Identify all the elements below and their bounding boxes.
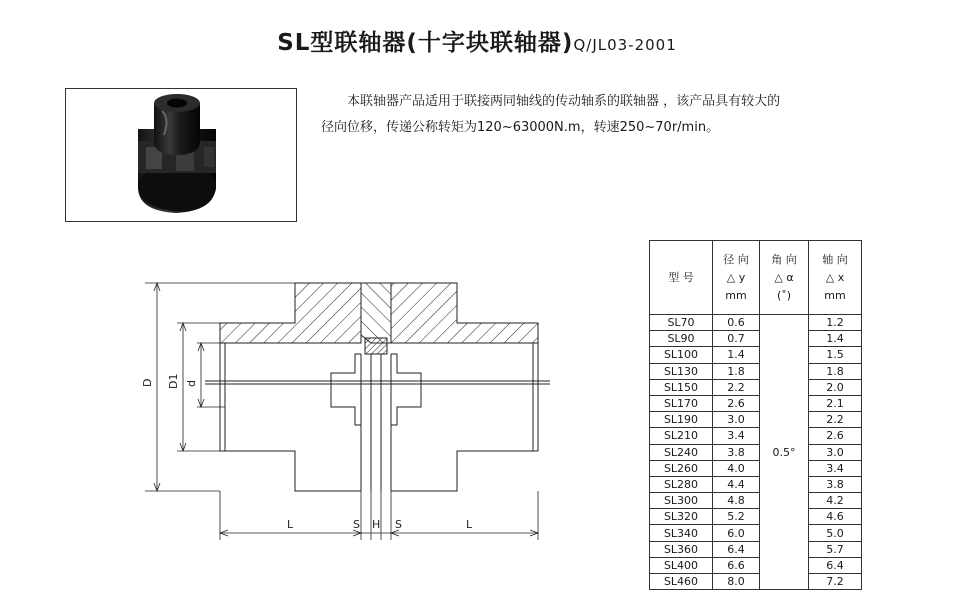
cell-radial: 2.2 [713, 379, 760, 395]
description-line-1: 本联轴器产品适用于联接两同轴线的传动轴系的联轴器 ，该产品具有较大的 [347, 94, 781, 109]
label-S-right: S [395, 518, 402, 531]
label-S-left: S [353, 518, 360, 531]
cell-model: SL130 [650, 363, 713, 379]
table-row [650, 493, 862, 509]
cell-radial: 0.7 [713, 331, 760, 347]
cell-model: SL360 [650, 541, 713, 557]
cell-model: SL210 [650, 428, 713, 444]
cell-model: SL190 [650, 412, 713, 428]
cell-axial: 6.4 [809, 557, 862, 573]
cell-axial: 2.2 [809, 412, 862, 428]
cell-model: SL90 [650, 331, 713, 347]
cell-radial: 6.6 [713, 557, 760, 573]
page-title [0, 24, 954, 57]
table-row [650, 315, 862, 331]
cell-axial: 1.8 [809, 363, 862, 379]
table-row [650, 460, 862, 476]
cell-axial: 3.0 [809, 444, 862, 460]
coupling-section-drawing [125, 255, 565, 555]
cell-radial: 3.4 [713, 428, 760, 444]
dimension-labels [141, 374, 473, 531]
cell-model: SL70 [650, 315, 713, 331]
cell-model: SL240 [650, 444, 713, 460]
cell-axial: 2.1 [809, 395, 862, 411]
deviation-table [649, 240, 862, 590]
cell-model: SL460 [650, 574, 713, 590]
cell-axial: 5.7 [809, 541, 862, 557]
cell-angular: 0.5° [760, 315, 809, 590]
cell-axial: 5.0 [809, 525, 862, 541]
header-axial: 轴 向 △ x mm [809, 241, 862, 315]
cell-radial: 6.0 [713, 525, 760, 541]
cell-radial: 2.6 [713, 395, 760, 411]
table-row [650, 541, 862, 557]
label-D1: D1 [167, 373, 180, 389]
table-row [650, 379, 862, 395]
table-row [650, 525, 862, 541]
cell-model: SL150 [650, 379, 713, 395]
table-row [650, 428, 862, 444]
table-row [650, 509, 862, 525]
label-D: D [141, 378, 154, 387]
table-row [650, 363, 862, 379]
cell-model: SL170 [650, 395, 713, 411]
label-L-left: L [287, 518, 294, 531]
cell-radial: 8.0 [713, 574, 760, 590]
label-L-right: L [466, 518, 473, 531]
product-photo [65, 88, 297, 222]
table-row [650, 557, 862, 573]
cell-radial: 1.4 [713, 347, 760, 363]
table-row [650, 476, 862, 492]
cell-radial: 0.6 [713, 315, 760, 331]
cell-axial: 4.2 [809, 493, 862, 509]
cell-axial: 2.0 [809, 379, 862, 395]
cell-radial: 4.0 [713, 460, 760, 476]
cell-radial: 4.8 [713, 493, 760, 509]
standard-number: Q/JL03-2001 [573, 36, 677, 54]
cell-axial: 1.4 [809, 331, 862, 347]
product-description [321, 89, 881, 141]
cell-radial: 6.4 [713, 541, 760, 557]
header-angular: 角 向 △ α (˚) [760, 241, 809, 315]
cell-axial: 3.8 [809, 476, 862, 492]
table-row [650, 412, 862, 428]
cell-axial: 1.5 [809, 347, 862, 363]
section-hatching [220, 283, 538, 354]
table-row [650, 395, 862, 411]
centerline [205, 381, 550, 384]
cell-model: SL100 [650, 347, 713, 363]
header-model: 型 号 [650, 241, 713, 315]
cell-radial: 3.8 [713, 444, 760, 460]
table-row [650, 331, 862, 347]
cell-axial: 2.6 [809, 428, 862, 444]
cell-model: SL300 [650, 493, 713, 509]
cell-radial: 5.2 [713, 509, 760, 525]
cell-axial: 4.6 [809, 509, 862, 525]
label-d: d [185, 380, 198, 387]
cell-radial: 3.0 [713, 412, 760, 428]
title-main: SL型联轴器(十字块联轴器) [277, 30, 574, 56]
coupling-photo-image [66, 89, 296, 221]
description-line-2: 径向位移，传递公称转矩为120~63000N.m，转速250~70r/min。 [321, 120, 720, 135]
cell-model: SL320 [650, 509, 713, 525]
table-row [650, 444, 862, 460]
label-H: H [372, 518, 381, 531]
table-row [650, 347, 862, 363]
cell-axial: 3.4 [809, 460, 862, 476]
cell-model: SL340 [650, 525, 713, 541]
cell-radial: 1.8 [713, 363, 760, 379]
cell-model: SL400 [650, 557, 713, 573]
cell-axial: 7.2 [809, 574, 862, 590]
cell-radial: 4.4 [713, 476, 760, 492]
cell-model: SL280 [650, 476, 713, 492]
header-radial: 径 向 △ y mm [713, 241, 760, 315]
table-row [650, 574, 862, 590]
cell-axial: 1.2 [809, 315, 862, 331]
cell-model: SL260 [650, 460, 713, 476]
